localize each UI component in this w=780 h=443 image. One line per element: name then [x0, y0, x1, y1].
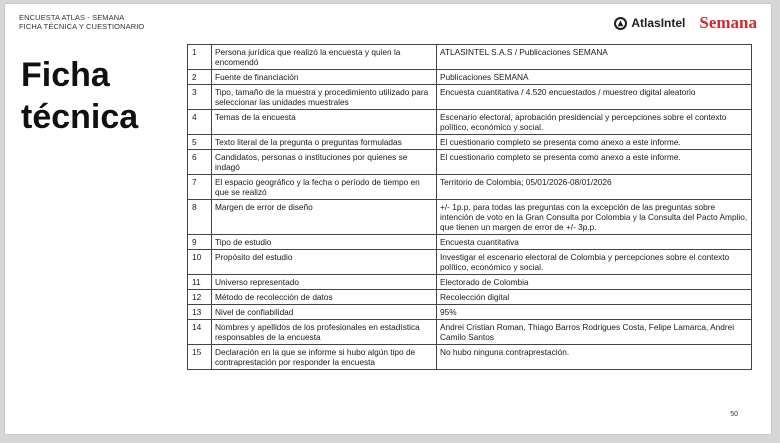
row-item: Persona jurídica que realizó la encuesta y quien la encomendó	[212, 45, 437, 70]
table-row	[188, 320, 752, 345]
table-row	[188, 150, 752, 175]
table-row	[188, 175, 752, 200]
brand-logos	[614, 13, 757, 33]
row-number: 6	[188, 150, 212, 175]
row-value: Andrei Cristian Roman, Thiago Barros Rodrigues Costa, Felipe Lamarca, Andrei Camilo Santos	[437, 320, 752, 345]
title-line-2: técnica	[21, 98, 139, 136]
row-item: Declaración en la que se informe si hubo algún tipo de contraprestación por responder la encuesta	[212, 345, 437, 370]
header-line-1: ENCUESTA ATLAS - SEMANA	[19, 13, 125, 22]
row-number: 8	[188, 200, 212, 235]
header-caption	[19, 13, 144, 31]
page-number: 50	[730, 411, 738, 418]
row-number: 9	[188, 235, 212, 250]
table-row	[188, 85, 752, 110]
row-number: 4	[188, 110, 212, 135]
row-number: 3	[188, 85, 212, 110]
row-item: Tipo, tamaño de la muestra y procedimiento utilizado para seleccionar las unidades muestrales	[212, 85, 437, 110]
table-row	[188, 345, 752, 370]
row-number: 5	[188, 135, 212, 150]
table-row	[188, 45, 752, 70]
atlasintel-logo	[614, 16, 685, 30]
row-value: Encuesta cuantitativa	[437, 235, 752, 250]
table-row	[188, 70, 752, 85]
row-number: 10	[188, 250, 212, 275]
row-item: El espacio geográfico y la fecha o período de tiempo en que se realizó	[212, 175, 437, 200]
row-item: Tipo de estudio	[212, 235, 437, 250]
row-number: 14	[188, 320, 212, 345]
table-row	[188, 235, 752, 250]
row-value: No hubo ninguna contraprestación.	[437, 345, 752, 370]
semana-logo: Semana	[699, 13, 757, 32]
row-value: Electorado de Colombia	[437, 275, 752, 290]
row-value: ATLASINTEL S.A.S / Publicaciones SEMANA	[437, 45, 752, 70]
table-row	[188, 250, 752, 275]
technical-sheet-table	[187, 44, 752, 370]
atlas-logo-icon	[614, 17, 627, 30]
row-item: Fuente de financiación	[212, 70, 437, 85]
row-value: 95%	[437, 305, 752, 320]
header-line-2: FICHA TÉCNICA Y CUESTIONARIO	[19, 22, 145, 31]
table-row	[188, 200, 752, 235]
row-item: Temas de la encuesta	[212, 110, 437, 135]
row-value: +/- 1p.p. para todas las preguntas con la excepción de las preguntas sobre intención de voto en la Gran Consulta por Colombia y la Consulta del Pacto Amplio, que tienen un margen de error de +/- 3p.p.	[437, 200, 752, 235]
row-value: Publicaciones SEMANA	[437, 70, 752, 85]
table-row	[188, 135, 752, 150]
row-value: El cuestionario completo se presenta como anexo a este informe.	[437, 150, 752, 175]
row-value: Escenario electoral, aprobación presidencial y percepciones sobre el contexto político, económico y social.	[437, 110, 752, 135]
row-number: 2	[188, 70, 212, 85]
row-number: 12	[188, 290, 212, 305]
row-item: Candidatos, personas o instituciones por quienes se indagó	[212, 150, 437, 175]
row-value: Encuesta cuantitativa / 4.520 encuestados / muestreo digital aleatorio	[437, 85, 752, 110]
row-number: 1	[188, 45, 212, 70]
row-value: Recolección digital	[437, 290, 752, 305]
row-item: Universo representado	[212, 275, 437, 290]
row-item: Método de recolección de datos	[212, 290, 437, 305]
table-row	[188, 305, 752, 320]
row-item: Nombres y apellidos de los profesionales en estadística responsables de la encuesta	[212, 320, 437, 345]
row-number: 11	[188, 275, 212, 290]
row-item: Nivel de confiabilidad	[212, 305, 437, 320]
row-number: 15	[188, 345, 212, 370]
row-item: Texto literal de la pregunta o preguntas formuladas	[212, 135, 437, 150]
row-value: El cuestionario completo se presenta como anexo a este informe.	[437, 135, 752, 150]
title-line-1: Ficha	[21, 56, 110, 94]
atlasintel-wordmark: AtlasIntel	[631, 16, 686, 30]
row-number: 13	[188, 305, 212, 320]
page-title	[21, 54, 181, 138]
table-row	[188, 110, 752, 135]
row-item: Propósito del estudio	[212, 250, 437, 275]
row-item: Margen de error de diseño	[212, 200, 437, 235]
row-number: 7	[188, 175, 212, 200]
table-row	[188, 290, 752, 305]
row-value: Investigar el escenario electoral de Colombia y percepciones sobre el contexto político, económico y social.	[437, 250, 752, 275]
table-row	[188, 275, 752, 290]
row-value: Territorio de Colombia; 05/01/2026-08/01/2026	[437, 175, 752, 200]
